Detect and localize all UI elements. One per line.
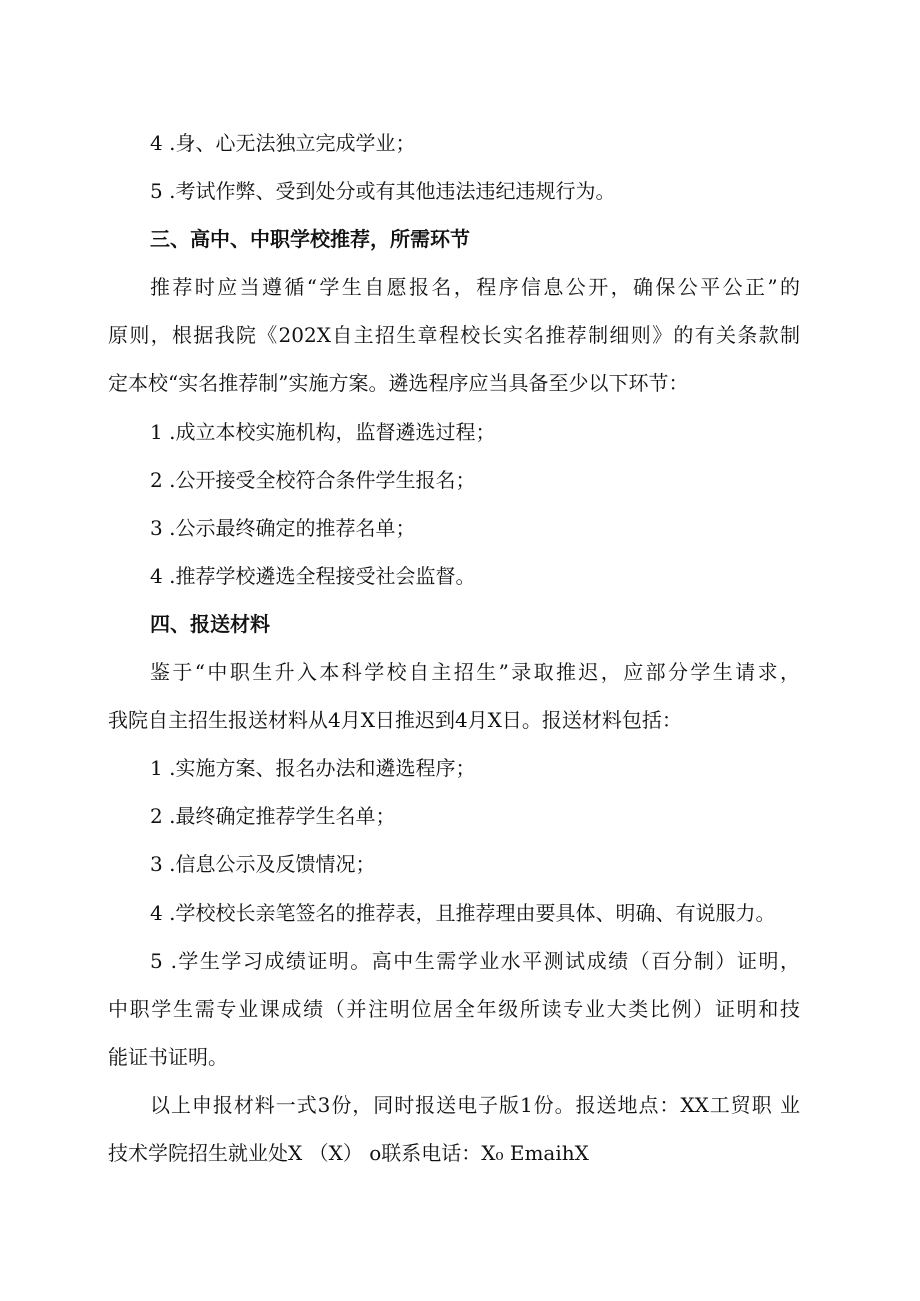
list-item: 4 .身、心无法独立完成学业； <box>150 131 416 155</box>
paragraph-line: 原则，根据我院《202X自主招生章程校长实名推荐制细则》的有关条款制 <box>108 323 800 348</box>
list-item: 4 .学校校长亲笔签名的推荐表，且推荐理由要具体、明确、有说服力。 <box>150 900 776 925</box>
paragraph-line: 我院自主招生报送材料从4月X日推迟到4月X日。报送材料包括： <box>108 708 682 733</box>
section-heading: 三、高中、中职学校推荐，所需环节 <box>150 227 470 252</box>
paragraph-line: 推荐时应当遵循“学生自愿报名，程序信息公开，确保公平公正”的 <box>150 275 800 300</box>
paragraph-line: 以上申报材料一式3份，同时报送电子版1份。报送地点：XX工贸职 业 <box>150 1092 800 1117</box>
document-page <box>108 119 800 1177</box>
paragraph-line: 鉴于“中职生升入本科学校自主招生”录取推迟，应部分学生请求， <box>150 660 800 685</box>
section-heading: 四、报送材料 <box>150 611 270 636</box>
paragraph-line: 技术学院招生就业处X （X） o联系电话：X₀ EmaihX <box>108 1140 589 1165</box>
list-item: 5 .考试作弊、受到处分或有其他违法违纪违规行为。 <box>150 179 616 204</box>
list-item: 3 .公示最终确定的推荐名单； <box>150 515 416 540</box>
paragraph-line: 中职学生需专业课成绩（并注明位居全年级所读专业大类比例）证明和技 <box>108 996 800 1021</box>
list-item: 1 .成立本校实施机构，监督遴选过程； <box>150 419 496 444</box>
list-item: 2 .公开接受全校符合条件学生报名； <box>150 467 476 492</box>
paragraph-line: 定本校“实名推荐制”实施方案。遴选程序应当具备至少以下环节： <box>108 371 689 396</box>
list-item: 4 .推荐学校遴选全程接受社会监督。 <box>150 563 476 588</box>
list-item: 3 .信息公示及反馈情况； <box>150 852 376 877</box>
list-item: 2 .最终确定推荐学生名单； <box>150 804 396 829</box>
paragraph-line: 能证书证明。 <box>108 1044 228 1069</box>
list-item: 5 .学生学习成绩证明。高中生需学业水平测试成绩（百分制）证明， <box>150 948 800 973</box>
list-item: 1 .实施方案、报名办法和遴选程序； <box>150 756 476 781</box>
